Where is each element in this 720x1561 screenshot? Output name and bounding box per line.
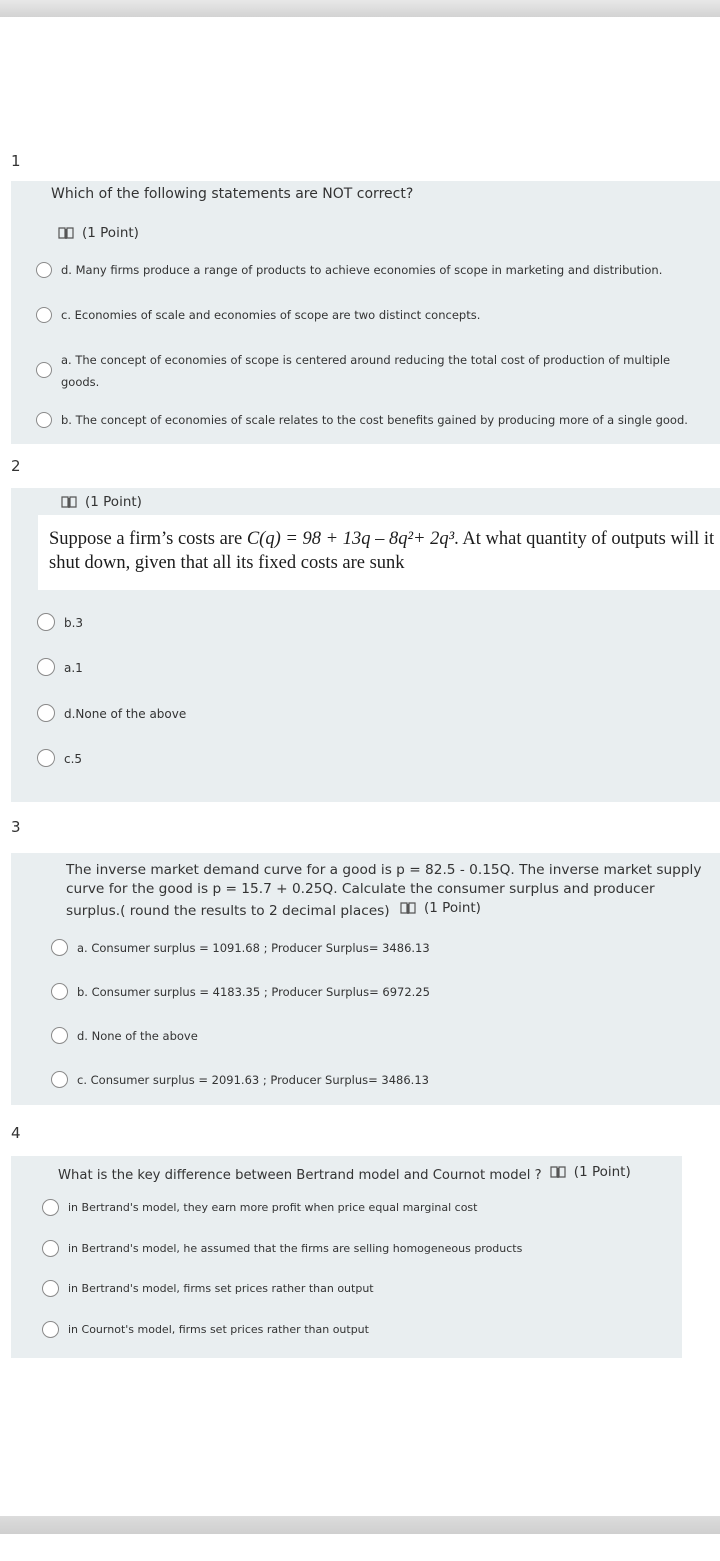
radio-button[interactable]	[42, 1280, 59, 1297]
question-text: Which of the following statements are NOT correct?	[51, 186, 414, 202]
question-2-panel	[11, 488, 720, 802]
radio-button[interactable]	[37, 613, 55, 631]
option-radio[interactable]	[51, 1071, 429, 1090]
option-label[interactable]: d.None of the above	[64, 707, 187, 721]
points-row	[400, 899, 481, 918]
points-label: (1 Point)	[573, 1164, 631, 1180]
points-row	[550, 1163, 631, 1182]
radio-button[interactable]	[37, 704, 55, 722]
option-label[interactable]: c.5	[64, 752, 83, 766]
question-3-panel	[11, 853, 720, 1105]
option-radio[interactable]	[42, 1321, 369, 1340]
question-text-prefix: Suppose a firm’s costs are	[49, 529, 247, 549]
option-label[interactable]: a. Consumer surplus = 1091.68 ; Producer Surplus= 3486.13	[77, 941, 430, 955]
radio-button[interactable]	[36, 412, 52, 428]
option-label[interactable]: in Cournot's model, firms set prices rather than output	[68, 1323, 369, 1336]
question-text	[66, 861, 706, 921]
radio-button[interactable]	[36, 262, 52, 278]
bottom-bar	[0, 1516, 720, 1534]
option-radio[interactable]	[51, 939, 430, 958]
option-label[interactable]: in Bertrand's model, they earn more profit when price equal marginal cost	[68, 1201, 478, 1214]
question-text	[58, 1163, 678, 1185]
top-bar	[0, 0, 720, 17]
option-radio[interactable]	[42, 1280, 374, 1299]
option-label[interactable]: d. None of the above	[77, 1029, 198, 1043]
option-radio[interactable]	[42, 1199, 477, 1218]
radio-button[interactable]	[42, 1199, 59, 1216]
question-4-panel	[11, 1156, 682, 1358]
option-label[interactable]: d. Many firms produce a range of products to achieve economies of scope in marketing and distribution.	[61, 263, 663, 277]
radio-button[interactable]	[37, 658, 55, 676]
question-text	[49, 527, 715, 575]
option-radio[interactable]	[51, 983, 430, 1002]
radio-button[interactable]	[51, 1027, 68, 1044]
radio-button[interactable]	[51, 939, 68, 956]
option-radio[interactable]	[37, 658, 83, 678]
option-label[interactable]: b. The concept of economies of scale relates to the cost benefits gained by producing more of a single good.	[61, 413, 688, 427]
question-text-body: The inverse market demand curve for a good is p = 82.5 - 0.15Q. The inverse market supply curve for the good is p = 15.7 + 0.25Q. Calculate the consumer surplus and producer surplus.( round the results to 2 decimal places)	[66, 862, 702, 919]
option-label[interactable]: b.3	[64, 616, 84, 630]
points-label: (1 Point)	[85, 494, 142, 510]
cost-formula: C(q) = 98 + 13q – 8q²+ 2q³	[246, 529, 455, 549]
option-label[interactable]: b. Consumer surplus = 4183.35 ; Producer Surplus= 6972.25	[77, 985, 430, 999]
points-label: (1 Point)	[82, 225, 139, 241]
immersive-reader-icon[interactable]	[61, 496, 77, 509]
question-number: 3	[11, 818, 21, 836]
option-label[interactable]: c. Consumer surplus = 2091.63 ; Producer Surplus= 3486.13	[77, 1073, 429, 1087]
option-radio[interactable]	[37, 704, 186, 724]
question-number: 4	[11, 1124, 21, 1142]
option-radio[interactable]	[37, 749, 82, 769]
radio-button[interactable]	[36, 362, 52, 378]
question-text-body: What is the key difference between Bertrand model and Cournot model ?	[58, 1168, 542, 1183]
question-image	[38, 515, 720, 590]
option-label[interactable]: in Bertrand's model, he assumed that the firms are selling homogeneous products	[68, 1242, 523, 1255]
question-number: 2	[11, 457, 21, 475]
option-radio[interactable]	[36, 412, 688, 430]
radio-button[interactable]	[51, 1071, 68, 1088]
option-radio[interactable]	[36, 307, 480, 325]
option-label[interactable]: c. Economies of scale and economies of scope are two distinct concepts.	[61, 308, 481, 322]
option-radio[interactable]	[37, 613, 83, 633]
option-radio[interactable]	[36, 262, 662, 280]
immersive-reader-icon[interactable]	[550, 1166, 566, 1179]
points-label: (1 Point)	[424, 900, 481, 916]
immersive-reader-icon[interactable]	[400, 902, 416, 915]
option-label[interactable]: a. The concept of economies of scope is centered around reducing the total cost of production of multiple goods.	[61, 353, 671, 389]
points-row	[58, 225, 139, 241]
question-number: 1	[11, 152, 21, 170]
immersive-reader-icon[interactable]	[58, 227, 74, 240]
points-row	[61, 494, 142, 510]
radio-button[interactable]	[37, 749, 55, 767]
option-label[interactable]: in Bertrand's model, firms set prices rather than output	[68, 1282, 374, 1295]
question-text-suffix: . At what quantity of outputs will it shut down, given that all its fixed costs are sunk	[49, 529, 715, 573]
radio-button[interactable]	[51, 983, 68, 1000]
option-label[interactable]: a.1	[64, 661, 83, 675]
radio-button[interactable]	[42, 1321, 59, 1338]
option-radio[interactable]	[51, 1027, 198, 1046]
radio-button[interactable]	[36, 307, 52, 323]
option-radio[interactable]	[36, 353, 671, 393]
radio-button[interactable]	[42, 1240, 59, 1257]
question-1-panel	[11, 181, 720, 444]
option-radio[interactable]	[42, 1240, 522, 1259]
